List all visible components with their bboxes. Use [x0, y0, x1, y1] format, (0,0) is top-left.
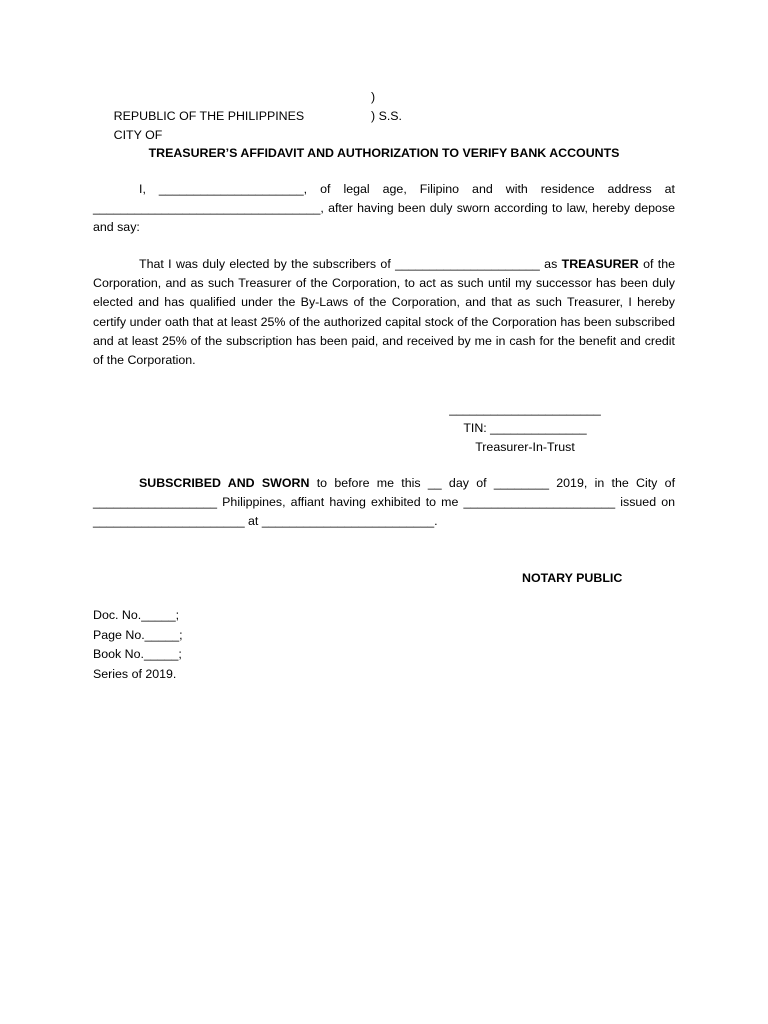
venue-city-line: [93, 107, 402, 142]
election-paragraph: [93, 255, 675, 370]
jurat-bold: SUBSCRIBED AND SWORN: [139, 476, 310, 490]
jurat-paragraph: [93, 474, 675, 532]
signature-tin: TIN: ______________: [463, 421, 587, 435]
page-number: Page No._____;: [93, 627, 183, 642]
notary-public-label: NOTARY PUBLIC: [522, 571, 623, 585]
election-text-1: That I was duly elected by the subscribers of _____________________ as: [139, 257, 562, 271]
signature-line: ______________________: [449, 402, 601, 416]
treasurer-bold: TREASURER: [561, 257, 639, 271]
venue-bracket: ): [371, 90, 376, 104]
jurat-text: to before me this __ day of ________ 2019, in the City of __________________ Philippines, affiant having exhibited to me ______________________ issued on ______________________ at _________________________.: [93, 476, 676, 529]
venue-country: REPUBLIC OF THE PHILIPPINES: [113, 109, 305, 123]
election-text-2: of the Corporation, and as such Treasurer of the Corporation, to act as such until my successor has been duly elected and has qualified under the By-Laws of the Corporation, and that as such Treasurer, I hereby certify under oath that at least 25% of the authorized capital stock of the Corporation has been subscribed and at least 25% of the subscription has been paid, and received by me in cash for the benefit and credit of the Corporation.: [93, 257, 675, 368]
signature-role: Treasurer-In-Trust: [475, 440, 575, 454]
venue-block: [93, 88, 402, 142]
doc-number: Doc. No._____;: [93, 608, 180, 622]
venue-city: CITY OF: [113, 128, 163, 142]
series-year: Series of 2019.: [93, 666, 177, 681]
document-title: TREASURER’S AFFIDAVIT AND AUTHORIZATION TO VERIFY BANK ACCOUNTS: [148, 146, 620, 160]
venue-ss: ) S.S.: [371, 109, 402, 123]
notarial-register-block: [93, 606, 183, 684]
book-number: Book No._____;: [93, 647, 182, 661]
affiant-intro-paragraph: I, _____________________, of legal age, Filipino and with residence address at _________________________________, after having been duly sworn according to law, hereby depose and say:: [93, 182, 675, 235]
